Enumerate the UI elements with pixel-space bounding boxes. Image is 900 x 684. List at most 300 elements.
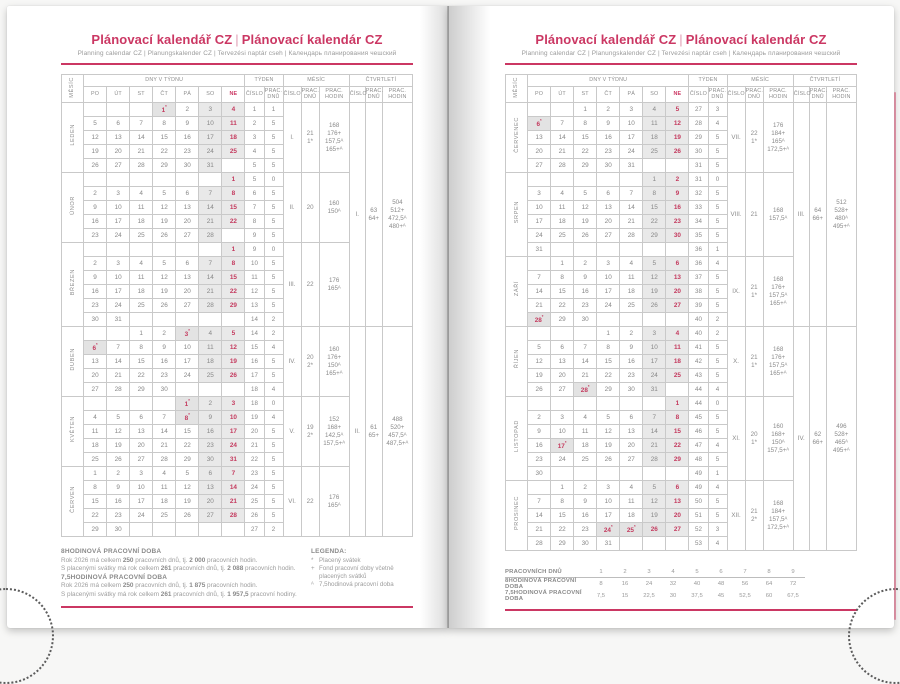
day-cell: 16 bbox=[153, 355, 176, 369]
week-workdays-cell: 5 bbox=[708, 271, 727, 285]
day-cell: 27 bbox=[551, 383, 574, 397]
day-cell: 28 bbox=[620, 229, 643, 243]
day-cell: 8 bbox=[130, 341, 153, 355]
day-cell bbox=[107, 243, 130, 257]
title-slovak: Plánovací kalendár CZ bbox=[685, 32, 827, 47]
day-cell: 9 bbox=[574, 495, 597, 509]
week-workdays-cell: 5 bbox=[264, 425, 283, 439]
day-cell: 2 bbox=[620, 327, 643, 341]
day-cell: 28 bbox=[222, 509, 245, 523]
day-cell: 10 bbox=[222, 411, 245, 425]
day-cell bbox=[199, 523, 222, 537]
header-day-ne: NE bbox=[666, 87, 689, 103]
week-row bbox=[506, 103, 857, 117]
day-cell: 14 bbox=[130, 131, 153, 145]
day-cell bbox=[551, 243, 574, 257]
day-cell: 14 bbox=[620, 201, 643, 215]
day-cell: 20 bbox=[666, 285, 689, 299]
calendar-table-left bbox=[61, 74, 413, 537]
day-cell: 12 bbox=[528, 355, 551, 369]
header-month-workdays: PRAC. DNŮ bbox=[745, 87, 763, 103]
day-cell bbox=[551, 397, 574, 411]
month-workdays-cell: 20 1* bbox=[745, 397, 763, 481]
header-month-workhours: PRAC. HODIN bbox=[763, 87, 793, 103]
summary-value: 40 bbox=[693, 581, 701, 587]
week-workdays-cell: 4 bbox=[708, 257, 727, 271]
day-cell: 16 bbox=[574, 285, 597, 299]
week-row bbox=[62, 327, 413, 341]
header-group-days: DNY V TÝDNU bbox=[84, 75, 245, 87]
day-cell: 30 bbox=[574, 537, 597, 551]
day-cell: 11 bbox=[130, 201, 153, 215]
quarter-workdays-cell: 62 66+ bbox=[809, 327, 826, 551]
day-cell: 16 bbox=[107, 495, 130, 509]
week-workdays-cell: 1 bbox=[264, 103, 283, 117]
week-workdays-cell: 4 bbox=[708, 439, 727, 453]
day-cell bbox=[528, 173, 551, 187]
month-number-cell: X. bbox=[727, 327, 745, 397]
day-cell: 29 bbox=[130, 383, 153, 397]
page-subtitle: Planning calendar CZ | Planungskalender CZ | Tervezési naptár cseh | Календарь планирования чешский bbox=[77, 50, 397, 57]
day-cell: 8 bbox=[643, 187, 666, 201]
week-number-cell: 4 bbox=[245, 145, 264, 159]
day-cell bbox=[84, 173, 107, 187]
day-cell: 6 bbox=[597, 187, 620, 201]
day-cell: 30 bbox=[597, 159, 620, 173]
day-cell: 11 bbox=[153, 481, 176, 495]
week-workdays-cell: 4 bbox=[708, 481, 727, 495]
day-cell bbox=[551, 327, 574, 341]
day-cell: 28 bbox=[199, 299, 222, 313]
summary-value: 22,5 bbox=[643, 593, 655, 599]
day-cell: 18 bbox=[130, 285, 153, 299]
header-week-workdays: PRAC. DNŮ bbox=[264, 87, 283, 103]
day-cell: 3* bbox=[176, 327, 199, 341]
week-number-cell: 1 bbox=[245, 103, 264, 117]
day-cell: 26 bbox=[666, 145, 689, 159]
day-cell bbox=[643, 537, 666, 551]
day-cell: 18 bbox=[666, 355, 689, 369]
day-cell: 17 bbox=[130, 495, 153, 509]
day-cell: 27 bbox=[199, 509, 222, 523]
day-cell: 30 bbox=[176, 159, 199, 173]
week-workdays-cell: 5 bbox=[264, 509, 283, 523]
day-cell: 9 bbox=[107, 481, 130, 495]
day-cell: 6 bbox=[551, 341, 574, 355]
week-number-cell: 7 bbox=[245, 201, 264, 215]
day-cell bbox=[199, 383, 222, 397]
day-cell: 13 bbox=[666, 495, 689, 509]
day-cell: 30 bbox=[528, 467, 551, 481]
header-mesic-rotated: MĚSÍC bbox=[62, 75, 84, 103]
day-cell: 21 bbox=[643, 439, 666, 453]
day-cell bbox=[199, 243, 222, 257]
day-cell: 14 bbox=[551, 131, 574, 145]
week-number-cell: 14 bbox=[245, 313, 264, 327]
day-cell: 24 bbox=[551, 453, 574, 467]
week-number-cell: 40 bbox=[689, 327, 708, 341]
day-cell: 6 bbox=[176, 257, 199, 271]
month-workhours-cell: 176 184+ 165ᴬ 172,5+ᴬ bbox=[763, 103, 793, 173]
day-cell: 31 bbox=[528, 243, 551, 257]
day-cell: 9 bbox=[620, 341, 643, 355]
day-cell: 30 bbox=[620, 383, 643, 397]
week-workdays-cell: 3 bbox=[708, 103, 727, 117]
day-cell: 27 bbox=[666, 523, 689, 537]
day-cell: 1 bbox=[597, 327, 620, 341]
week-workdays-cell: 5 bbox=[708, 369, 727, 383]
month-number-cell: IX. bbox=[727, 257, 745, 327]
day-cell: 6* bbox=[84, 341, 107, 355]
month-workdays-cell: 21 1* bbox=[301, 103, 319, 173]
week-workdays-cell: 2 bbox=[264, 327, 283, 341]
day-cell: 5 bbox=[153, 187, 176, 201]
week-workdays-cell: 5 bbox=[708, 425, 727, 439]
quarter-workdays-cell: 64 66+ bbox=[809, 103, 826, 327]
day-cell bbox=[528, 481, 551, 495]
month-workdays-cell: 22 1* bbox=[745, 103, 763, 173]
month-label: PROSINEC bbox=[506, 481, 528, 551]
day-cell bbox=[176, 243, 199, 257]
day-cell: 16 bbox=[84, 215, 107, 229]
day-cell: 25* bbox=[620, 523, 643, 537]
day-cell: 20 bbox=[199, 495, 222, 509]
week-number-cell: 47 bbox=[689, 439, 708, 453]
day-cell: 27 bbox=[176, 229, 199, 243]
day-cell bbox=[528, 397, 551, 411]
header-quarter-number: ČÍSLO bbox=[793, 87, 809, 103]
day-cell: 3 bbox=[620, 103, 643, 117]
day-cell: 26 bbox=[643, 523, 666, 537]
day-cell bbox=[130, 397, 153, 411]
day-cell: 20 bbox=[176, 215, 199, 229]
day-cell: 13 bbox=[620, 425, 643, 439]
day-cell: 1* bbox=[153, 103, 176, 117]
week-workdays-cell: 4 bbox=[708, 383, 727, 397]
week-number-cell: 6 bbox=[245, 187, 264, 201]
day-cell: 20 bbox=[107, 145, 130, 159]
day-cell: 7 bbox=[199, 187, 222, 201]
day-cell: 21 bbox=[528, 299, 551, 313]
day-cell: 20 bbox=[597, 215, 620, 229]
summary-value: 60 bbox=[765, 593, 773, 599]
day-cell: 21 bbox=[528, 523, 551, 537]
week-workdays-cell: 5 bbox=[264, 215, 283, 229]
week-workdays-cell: 5 bbox=[708, 355, 727, 369]
week-workdays-cell: 5 bbox=[708, 411, 727, 425]
day-cell: 18 bbox=[199, 355, 222, 369]
week-workdays-cell: 5 bbox=[708, 509, 727, 523]
day-cell: 13 bbox=[597, 201, 620, 215]
month-workhours-cell: 176 165ᴬ bbox=[319, 243, 349, 327]
week-workdays-cell: 4 bbox=[264, 411, 283, 425]
week-workdays-cell: 5 bbox=[264, 453, 283, 467]
day-cell: 8 bbox=[666, 411, 689, 425]
week-workdays-cell: 5 bbox=[264, 481, 283, 495]
day-cell: 28 bbox=[130, 159, 153, 173]
day-cell: 13 bbox=[199, 481, 222, 495]
summary-value: 56 bbox=[741, 581, 749, 587]
week-workdays-cell: 0 bbox=[264, 173, 283, 187]
week-number-cell: 8 bbox=[245, 215, 264, 229]
week-number-cell: 38 bbox=[689, 285, 708, 299]
quarter-workhours-cell: 488 520+ 457,5ᴬ 487,5+ᴬ bbox=[382, 327, 412, 537]
day-cell: 6 bbox=[199, 467, 222, 481]
day-cell: 17 bbox=[222, 425, 245, 439]
day-cell bbox=[153, 397, 176, 411]
month-number-cell: XI. bbox=[727, 397, 745, 481]
day-cell: 22 bbox=[666, 439, 689, 453]
footer-rule bbox=[61, 606, 413, 608]
day-cell: 11 bbox=[574, 425, 597, 439]
day-cell: 26 bbox=[153, 299, 176, 313]
day-cell: 8 bbox=[597, 341, 620, 355]
month-number-cell: IV. bbox=[283, 327, 301, 397]
week-number-cell: 10 bbox=[245, 257, 264, 271]
header-group-month: MĚSÍC bbox=[727, 75, 793, 87]
day-cell: 21 bbox=[107, 369, 130, 383]
day-cell bbox=[528, 257, 551, 271]
day-cell: 4 bbox=[84, 411, 107, 425]
footer-left bbox=[61, 548, 413, 599]
day-cell bbox=[84, 103, 107, 117]
day-cell: 29 bbox=[176, 453, 199, 467]
day-cell: 29 bbox=[666, 453, 689, 467]
day-cell: 7 bbox=[153, 411, 176, 425]
header-quarter-workdays: PRAC. DNŮ bbox=[809, 87, 826, 103]
day-cell: 27 bbox=[620, 453, 643, 467]
day-cell: 10 bbox=[551, 425, 574, 439]
day-cell: 16 bbox=[176, 131, 199, 145]
header-quarter-workhours: PRAC. HODIN bbox=[382, 87, 412, 103]
header-month-workdays: PRAC. DNŮ bbox=[301, 87, 319, 103]
day-cell: 13 bbox=[107, 131, 130, 145]
header-week-number: ČÍSLO bbox=[689, 87, 708, 103]
day-cell: 15 bbox=[597, 355, 620, 369]
day-cell: 5 bbox=[153, 257, 176, 271]
day-cell: 7 bbox=[222, 467, 245, 481]
day-cell: 1 bbox=[130, 327, 153, 341]
week-number-cell: 22 bbox=[245, 453, 264, 467]
day-cell: 23 bbox=[528, 453, 551, 467]
day-cell: 12 bbox=[84, 131, 107, 145]
month-label: KVĚTEN bbox=[62, 397, 84, 467]
month-label: BŘEZEN bbox=[62, 243, 84, 327]
header-day-ut: ÚT bbox=[107, 87, 130, 103]
week-number-cell: 14 bbox=[245, 327, 264, 341]
day-cell: 21 bbox=[620, 215, 643, 229]
day-cell: 29 bbox=[153, 159, 176, 173]
day-cell: 23 bbox=[597, 145, 620, 159]
day-cell: 12 bbox=[153, 271, 176, 285]
day-cell: 30 bbox=[574, 313, 597, 327]
title-czech: Plánovací kalendář CZ bbox=[91, 32, 233, 47]
header-day-st: ST bbox=[130, 87, 153, 103]
week-workdays-cell: 5 bbox=[708, 201, 727, 215]
month-workdays-cell: 21 1* bbox=[745, 257, 763, 327]
month-label: SRPEN bbox=[506, 173, 528, 257]
day-cell: 3 bbox=[551, 411, 574, 425]
day-cell: 30 bbox=[199, 453, 222, 467]
day-cell bbox=[84, 243, 107, 257]
week-number-cell: 5 bbox=[245, 159, 264, 173]
day-cell: 19 bbox=[153, 285, 176, 299]
day-cell: 18 bbox=[620, 509, 643, 523]
day-cell: 11 bbox=[666, 341, 689, 355]
day-cell: 25 bbox=[222, 145, 245, 159]
week-number-cell: 49 bbox=[689, 481, 708, 495]
summary-value: 67,5 bbox=[787, 593, 799, 599]
week-number-cell: 34 bbox=[689, 215, 708, 229]
day-cell: 29 bbox=[597, 383, 620, 397]
day-cell: 23 bbox=[574, 523, 597, 537]
day-cell bbox=[199, 173, 222, 187]
day-cell: 14 bbox=[528, 285, 551, 299]
day-cell: 31 bbox=[107, 313, 130, 327]
day-cell bbox=[620, 173, 643, 187]
month-workdays-cell: 19 2* bbox=[301, 397, 319, 467]
day-cell: 5 bbox=[666, 103, 689, 117]
week-workdays-cell: 4 bbox=[264, 341, 283, 355]
week-workdays-cell: 2 bbox=[264, 313, 283, 327]
day-cell: 19 bbox=[643, 509, 666, 523]
day-cell: 22 bbox=[222, 285, 245, 299]
legend-title: LEGENDA: bbox=[311, 548, 347, 555]
day-cell: 14 bbox=[528, 509, 551, 523]
day-cell: 22 bbox=[551, 523, 574, 537]
week-number-cell: 44 bbox=[689, 383, 708, 397]
footer-heading-75h: 7,5HODINOVÁ PRACOVNÍ DOBA bbox=[61, 573, 168, 581]
week-number-cell: 18 bbox=[245, 397, 264, 411]
day-cell: 21 bbox=[222, 495, 245, 509]
day-cell: 4 bbox=[666, 327, 689, 341]
month-workdays-cell: 20 bbox=[301, 173, 319, 243]
day-cell: 29 bbox=[84, 523, 107, 537]
summary-value: 72 bbox=[789, 581, 797, 587]
month-number-cell: VIII. bbox=[727, 173, 745, 257]
header-group-week: TÝDEN bbox=[245, 75, 283, 87]
day-cell: 2 bbox=[574, 257, 597, 271]
summary-value: 37,5 bbox=[691, 593, 703, 599]
day-cell: 18 bbox=[643, 131, 666, 145]
day-cell: 26 bbox=[528, 383, 551, 397]
day-cell: 18 bbox=[222, 131, 245, 145]
week-workdays-cell: 2 bbox=[264, 523, 283, 537]
day-cell: 29 bbox=[222, 299, 245, 313]
day-cell: 15 bbox=[574, 131, 597, 145]
day-cell bbox=[84, 397, 107, 411]
day-cell bbox=[620, 397, 643, 411]
month-workdays-cell: 22 bbox=[301, 467, 319, 537]
week-workdays-cell: 5 bbox=[264, 439, 283, 453]
day-cell: 1 bbox=[551, 257, 574, 271]
week-workdays-cell: 0 bbox=[264, 397, 283, 411]
week-number-cell: 46 bbox=[689, 425, 708, 439]
day-cell bbox=[643, 313, 666, 327]
day-cell: 7 bbox=[107, 341, 130, 355]
month-label: LEDEN bbox=[62, 103, 84, 173]
day-cell bbox=[666, 537, 689, 551]
day-cell: 4 bbox=[199, 327, 222, 341]
day-cell: 31 bbox=[643, 383, 666, 397]
day-cell bbox=[107, 397, 130, 411]
month-label: ČERVEN bbox=[62, 467, 84, 537]
day-cell: 5 bbox=[84, 117, 107, 131]
quarter-number-cell: I. bbox=[349, 103, 365, 327]
day-cell: 15 bbox=[176, 425, 199, 439]
day-cell: 27 bbox=[107, 159, 130, 173]
day-cell bbox=[666, 467, 689, 481]
day-cell: 17 bbox=[199, 131, 222, 145]
day-cell: 3 bbox=[107, 257, 130, 271]
summary-value: 9 bbox=[781, 567, 805, 578]
summary-value: 7,5 bbox=[596, 593, 606, 599]
day-cell: 17 bbox=[107, 285, 130, 299]
day-cell: 17 bbox=[597, 285, 620, 299]
week-workdays-cell: 5 bbox=[264, 369, 283, 383]
day-cell: 5 bbox=[643, 257, 666, 271]
day-cell: 29 bbox=[574, 159, 597, 173]
week-workdays-cell: 5 bbox=[264, 229, 283, 243]
page-subtitle: Planning calendar CZ | Planungskalender CZ | Tervezési naptár cseh | Календарь планирования чешский bbox=[521, 50, 841, 57]
day-cell: 21 bbox=[130, 145, 153, 159]
week-workdays-cell: 5 bbox=[708, 299, 727, 313]
day-cell bbox=[597, 243, 620, 257]
week-workdays-cell: 5 bbox=[264, 145, 283, 159]
calendar-table-right bbox=[505, 74, 857, 551]
day-cell bbox=[574, 243, 597, 257]
day-cell: 16 bbox=[528, 439, 551, 453]
day-cell: 19 bbox=[176, 495, 199, 509]
week-workdays-cell: 5 bbox=[264, 299, 283, 313]
day-cell: 4 bbox=[620, 257, 643, 271]
header-day-pa: PÁ bbox=[176, 87, 199, 103]
day-cell: 7 bbox=[528, 495, 551, 509]
day-cell: 16 bbox=[597, 131, 620, 145]
week-number-cell: 40 bbox=[689, 313, 708, 327]
day-cell: 25 bbox=[574, 453, 597, 467]
day-cell: 19 bbox=[84, 145, 107, 159]
summary-row bbox=[505, 567, 805, 578]
day-cell bbox=[84, 327, 107, 341]
week-number-cell: 37 bbox=[689, 271, 708, 285]
quarter-workhours-cell: 496 528+ 465ᴬ 495+ᴬ bbox=[826, 327, 856, 551]
day-cell: 6 bbox=[666, 481, 689, 495]
day-cell: 16 bbox=[84, 285, 107, 299]
day-cell bbox=[666, 159, 689, 173]
week-workdays-cell: 5 bbox=[264, 159, 283, 173]
legend-item: * Placený svátek bbox=[311, 556, 361, 564]
day-cell: 14 bbox=[199, 271, 222, 285]
week-number-cell: 36 bbox=[689, 257, 708, 271]
day-cell: 14 bbox=[107, 355, 130, 369]
day-cell bbox=[620, 243, 643, 257]
day-cell bbox=[130, 313, 153, 327]
header-day-st: ST bbox=[574, 87, 597, 103]
footer-line: S placenými svátky má rok celkem 261 pracovních dnů, tj. 1 957,5 pracovní hodiny. bbox=[61, 590, 297, 598]
day-cell: 24 bbox=[176, 369, 199, 383]
footer-line: Rok 2026 má celkem 250 pracovních dnů, tj. 1 875 pracovních hodin. bbox=[61, 582, 258, 589]
day-cell: 11 bbox=[130, 271, 153, 285]
day-cell: 31 bbox=[222, 453, 245, 467]
month-number-cell: II. bbox=[283, 173, 301, 243]
day-cell: 8 bbox=[551, 271, 574, 285]
binding-fold bbox=[447, 6, 449, 628]
week-workdays-cell: 1 bbox=[708, 243, 727, 257]
summary-value: 8 bbox=[757, 567, 781, 578]
day-cell: 17* bbox=[551, 439, 574, 453]
week-number-cell: 9 bbox=[245, 229, 264, 243]
